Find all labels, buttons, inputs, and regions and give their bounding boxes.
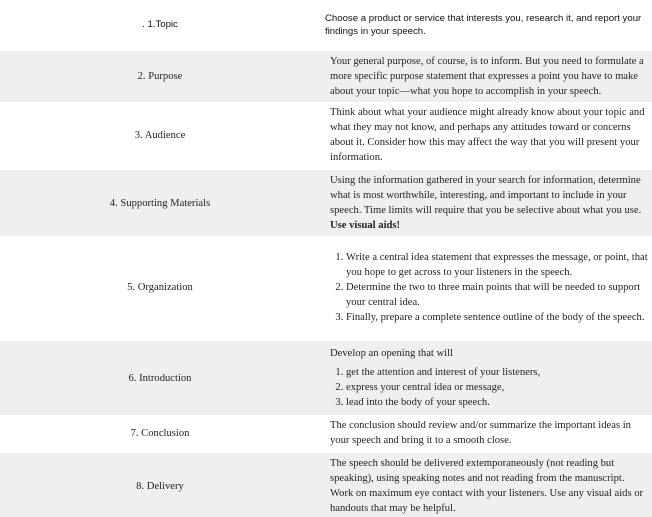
row-content: Your general purpose, of course, is to inform. But you need to formulate a more specific purpose statement that expresses a point you have to make about your topic—what you hope to accomplish in your speech. (320, 50, 652, 102)
row-text: Using the information gathered in your search for information, determine what is most worthwhile, interesting, and important to include in your speech. Time limits will require that you be selective about what you use. (330, 175, 642, 216)
row-content: The speech should be delivered extemporaneously (not reading but speaking), using speaking notes and not reading from the manuscript. Work on maximum eye contact with your listeners. Use any visual aids or handouts that may be helpful. (320, 452, 652, 517)
table-row-introduction (0, 340, 652, 415)
introduction-list (330, 365, 648, 410)
table-row-audience (0, 102, 652, 169)
row-label: 6. Introduction (0, 340, 320, 415)
row-content (320, 169, 652, 236)
organization-list (330, 250, 648, 325)
row-label: 2. Purpose (0, 50, 320, 102)
row-label: 4. Supporting Materials (0, 169, 320, 236)
row-label: 7. Conclusion (130, 427, 190, 439)
list-item: 2. Determine the two to three main points that will be needed to support your central idea. (346, 280, 648, 310)
row-label: 8. Delivery (0, 452, 320, 517)
row-label: . 1.Topic (142, 19, 178, 30)
list-item: 3. Finally, prepare a complete sentence outline of the body of the speech. (346, 310, 648, 325)
row-content: Think about what your audience might already know about your topic and what they may not know, and perhaps any attitudes toward or concerns about it. Consider how this may affect the way that you will present your information. (330, 107, 645, 163)
row-content (320, 340, 652, 415)
table-row-purpose (0, 50, 652, 102)
table-row-organization (0, 236, 652, 340)
list-item: 2. express your central idea or message, (346, 380, 648, 395)
row-emphasis: Use visual aids! (330, 220, 401, 231)
table-row-conclusion (0, 415, 652, 452)
row-content: The conclusion should review and/or summarize the important ideas in your speech and bring it to a smooth close. (330, 420, 631, 446)
table-row-supporting-materials (0, 169, 652, 236)
row-content (320, 236, 652, 340)
row-label: 5. Organization (127, 282, 193, 293)
row-content: Choose a product or service that interests you, research it, and report your findings in your speech. (325, 12, 642, 37)
list-item: 1. Write a central idea statement that expresses the message, or point, that you hope to get across to your listeners in the speech. (346, 250, 648, 280)
table-row-topic (0, 0, 652, 50)
list-lead: Develop an opening that will (330, 348, 453, 359)
row-label: 3. Audience (134, 129, 186, 141)
list-item: 1. get the attention and interest of your listeners, (346, 365, 648, 380)
table-row-delivery (0, 452, 652, 517)
list-item: 3. lead into the body of your speech. (346, 395, 648, 410)
